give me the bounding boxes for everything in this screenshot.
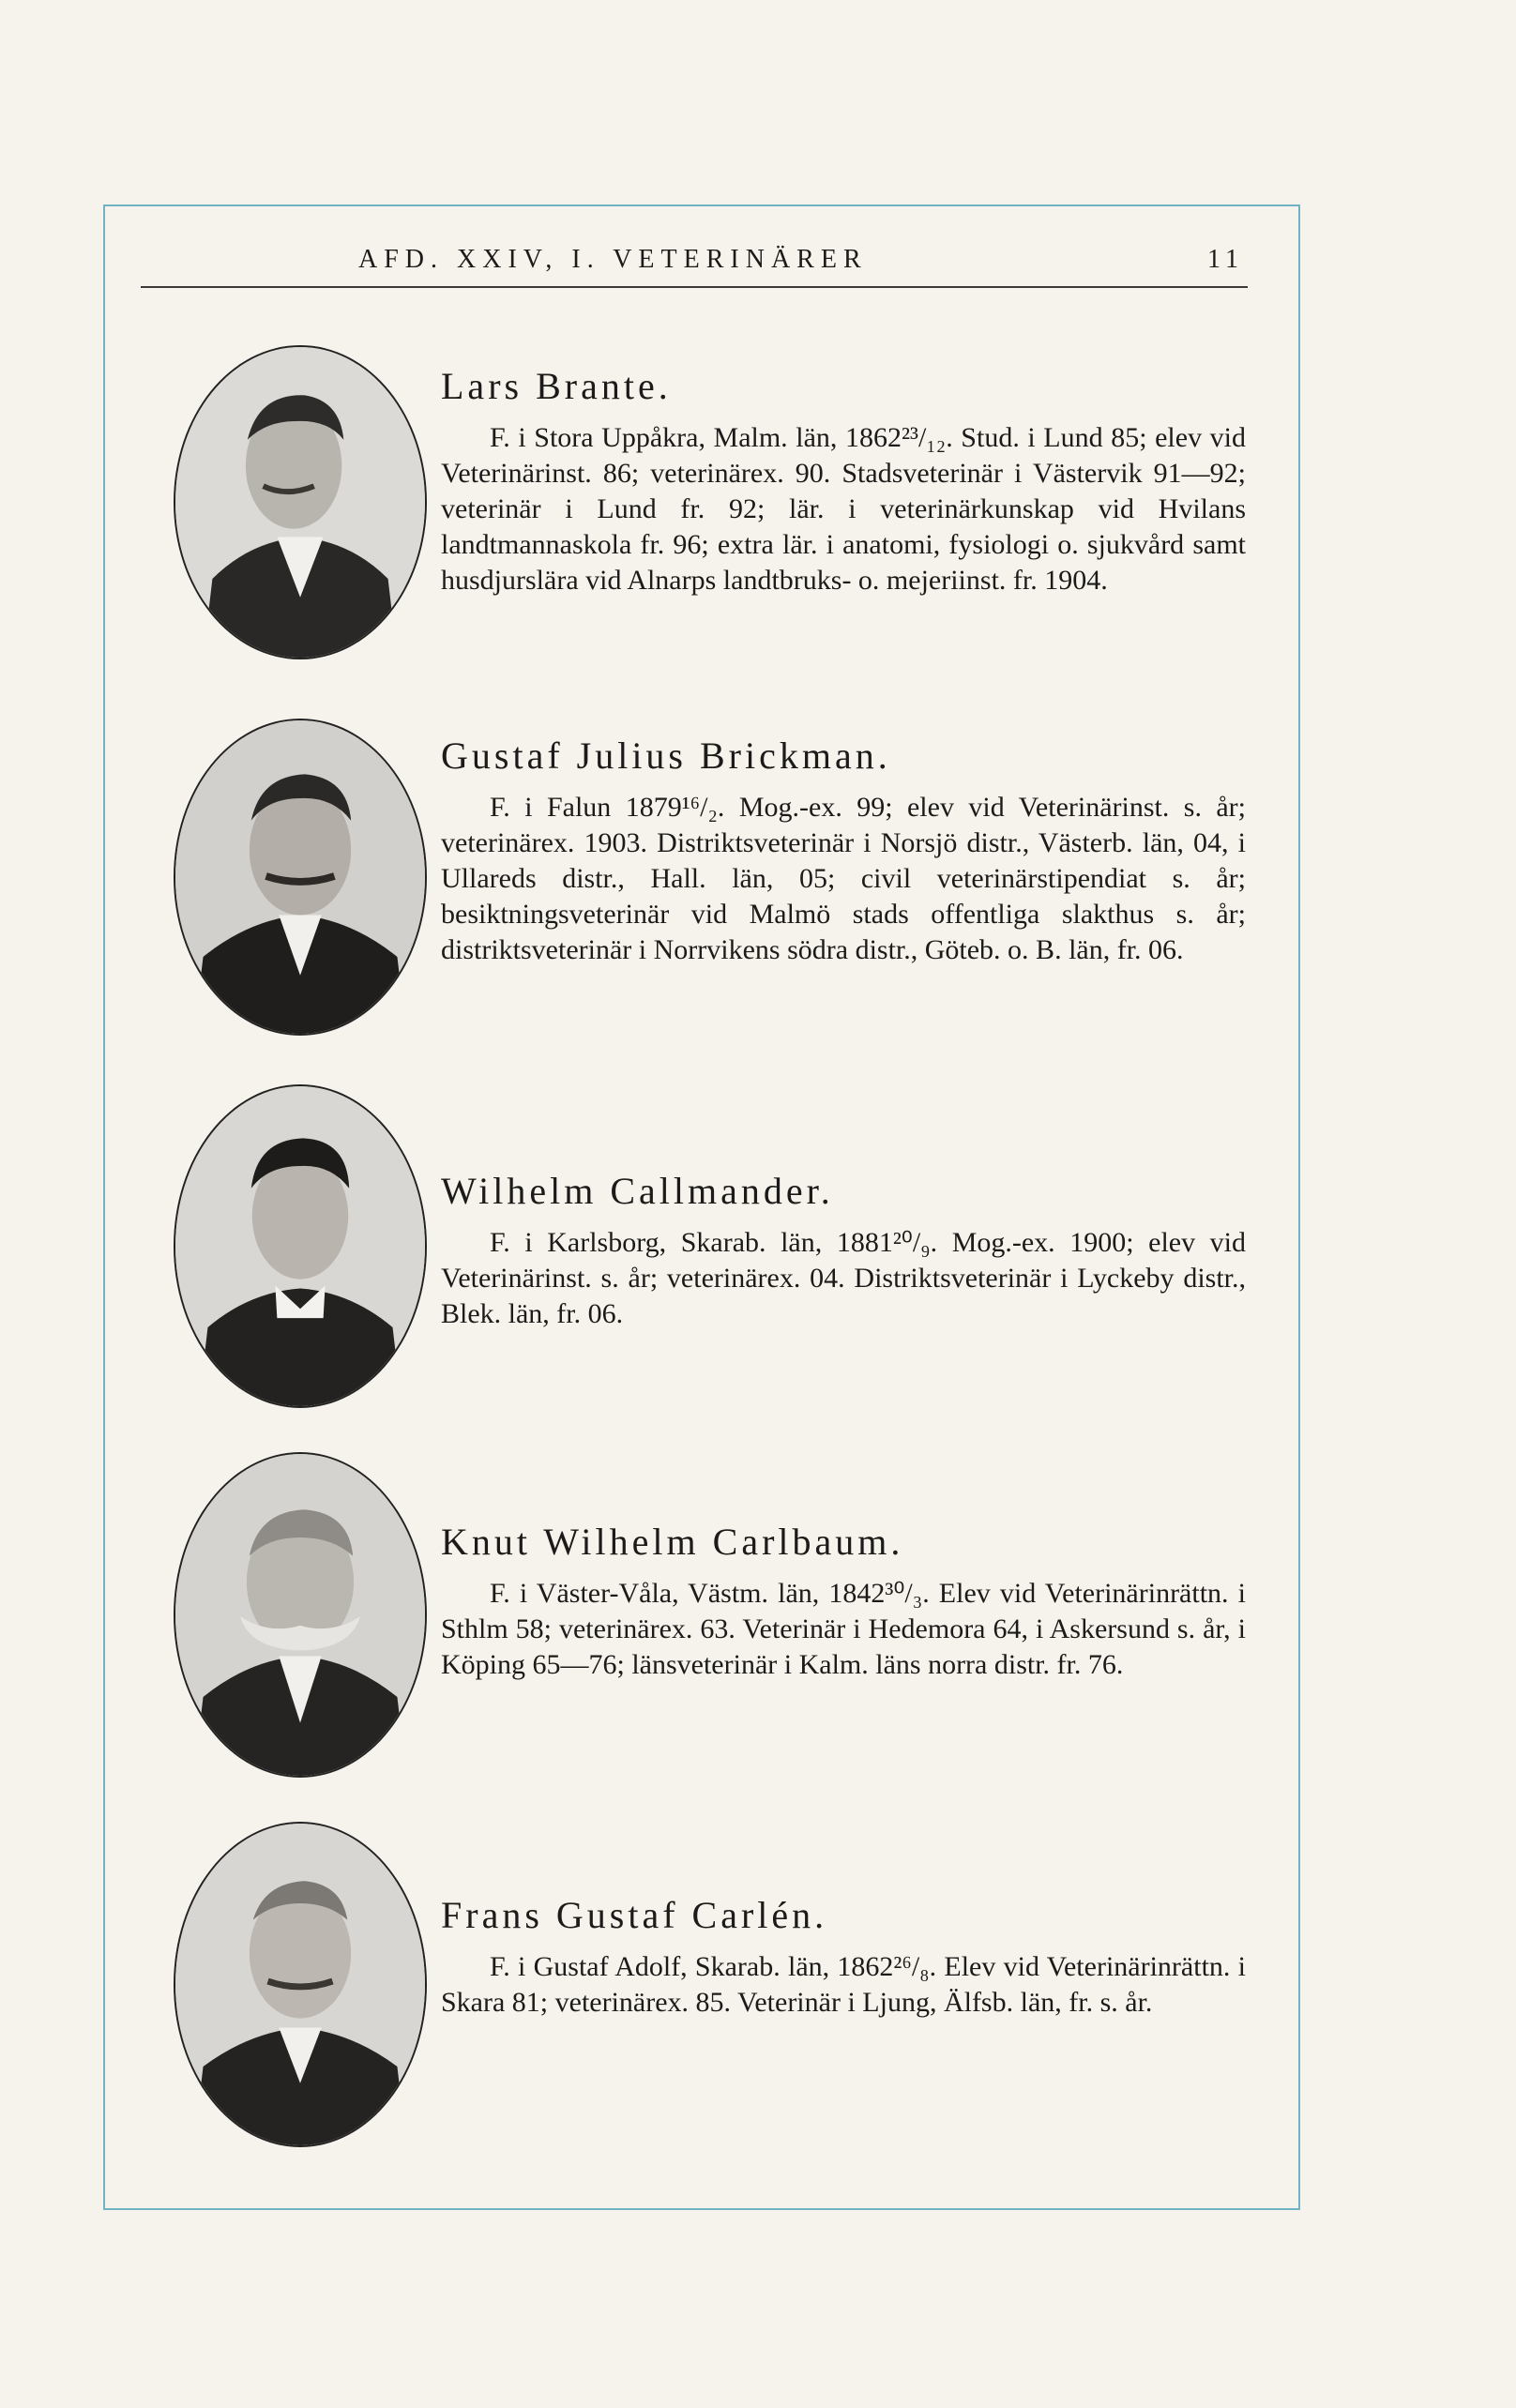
portrait-gustaf-julius-brickman — [174, 719, 427, 1036]
portrait-lars-brante — [174, 345, 427, 659]
entry-knut-wilhelm-carlbaum — [441, 1520, 1246, 1683]
entry-lars-brante — [441, 364, 1246, 598]
portrait-frans-gustaf-carlen — [174, 1822, 427, 2147]
person-biography: F. i Väster-Våla, Västm. län, 1842³⁰/₃. Elev vid Veterinärinrättn. i Sthlm 58; veterinärex. 63. Veterinär i Hedemora 64, i Askersund s. år, i Köping 65—76; länsveterinär i Kalm. läns norra distr. fr. 76. — [441, 1578, 1246, 1680]
person-biography: F. i Karlsborg, Skarab. län, 1881²⁰/₉. Mog.-ex. 1900; elev vid Veterinärinst. s. år; veterinärex. 04. Distriktsveterinär i Lyckeby distr., Blek. län, fr. 06. — [441, 1227, 1246, 1329]
person-name: Frans Gustaf Carlén. — [441, 1894, 828, 1936]
person-biography: F. i Stora Uppåkra, Malm. län, 1862²³/₁₂. Stud. i Lund 85; elev vid Veterinärinst. 86; veterinärex. 90. Stadsveterinär i Västervik 91—92; veterinär i Lund fr. 92; lär. i veterinärkunskap vid Hvilans landtmannaskola fr. 96; extra lär. i anatomi, fysiologi o. sjukvård samt husdjurslära vid Alnarps landtbruks- o. mejeriinst. fr. 1904. — [441, 422, 1246, 596]
entry-wilhelm-callmander — [441, 1169, 1246, 1332]
person-name: Wilhelm Callmander. — [441, 1170, 834, 1212]
person-name: Gustaf Julius Brickman. — [441, 735, 891, 777]
section-title: AFD. XXIV, I. VETERINÄRER — [358, 245, 868, 274]
portrait-knut-wilhelm-carlbaum — [174, 1452, 427, 1778]
person-biography: F. i Falun 1879¹⁶/₂. Mog.-ex. 99; elev vid Veterinärinst. s. år; veterinärex. 1903. Distriktsveterinär i Norsjö distr., Västerb. län, 04, i Ullareds distr., Hall. län, 05; civil veterinärstipendiat s. år; besiktningsveterinär vid Malmö stads offentliga slakthus s. år; distriktsveterinär i Norrvikens södra distr., Göteb. o. B. län, fr. 06. — [441, 792, 1246, 965]
person-biography: F. i Gustaf Adolf, Skarab. län, 1862²⁶/₈. Elev vid Veterinärinrättn. i Skara 81; veterinärex. 85. Veterinär i Ljung, Älfsb. län, fr. s. år. — [441, 1951, 1246, 2018]
portrait-wilhelm-callmander — [174, 1084, 427, 1408]
page-number: 11 — [1207, 245, 1244, 274]
person-name: Lars Brante. — [441, 365, 672, 407]
entry-frans-gustaf-carlen — [441, 1893, 1246, 2021]
running-header — [141, 239, 1248, 288]
person-name: Knut Wilhelm Carlbaum. — [441, 1521, 904, 1563]
entry-gustaf-julius-brickman — [441, 734, 1246, 968]
